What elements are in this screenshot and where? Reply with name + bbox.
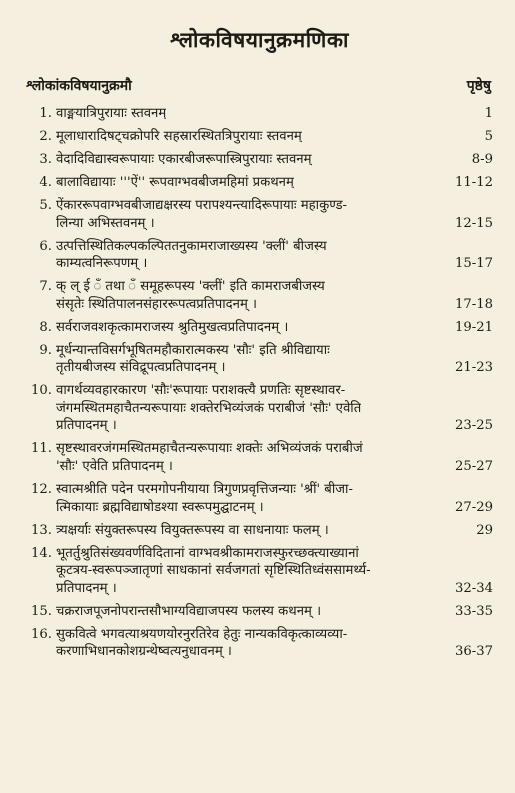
header-left-label: श्लोकांकविषयानुक्रमौ — [26, 78, 132, 94]
entry-line — [56, 197, 493, 215]
entry-body — [56, 603, 493, 621]
entry-text: संसृतेः स्थितिपालनसंहाररूपत्वप्रतिपादनम् । — [56, 296, 258, 312]
list-item — [26, 197, 493, 232]
entry-line — [56, 499, 493, 517]
list-item — [26, 342, 493, 377]
entry-line — [56, 417, 493, 435]
entry-line — [56, 522, 493, 540]
entry-line — [56, 319, 493, 337]
entry-body — [56, 342, 493, 377]
entry-line — [56, 105, 493, 123]
entry-text: तृतीयबीजस्य संविद्रूपत्वप्रतिपादनम् । — [56, 360, 226, 376]
entry-body — [56, 522, 493, 540]
entry-number: 5. — [39, 197, 52, 213]
list-item — [26, 545, 493, 598]
entry-body — [56, 151, 493, 169]
entry-text: क् ल् ई ँ तथा ँ समूहरूपस्य 'क्लीं' इति कामराजबीजस्य — [56, 279, 325, 295]
entry-line — [56, 643, 493, 661]
entry-pages: 33-35 — [454, 603, 493, 619]
entry-text: मूलाधारादिषट्चक्रोपरि सहस्रारस्थितत्रिपुरायाः स्तवनम् — [56, 128, 302, 144]
entry-number: 9. — [39, 342, 52, 358]
list-item — [26, 481, 493, 516]
entry-body — [56, 545, 493, 598]
entry-body — [56, 174, 493, 192]
list-item — [26, 151, 493, 169]
entry-text: लिन्या अभिस्तवनम् । — [56, 215, 155, 231]
entry-pages: 27-29 — [454, 499, 493, 515]
entry-text: चक्रराजपूजनोपरान्तसौभाग्यविद्याजपस्य फलस्य कथनम् । — [56, 603, 322, 619]
list-item — [26, 174, 493, 192]
header-pages-label: पृष्ठेषु — [466, 78, 491, 94]
entry-line — [56, 359, 493, 377]
entry-text: काम्यत्वनिरूपणम् । — [56, 256, 148, 272]
entry-number: 14. — [31, 545, 52, 561]
entry-line — [56, 603, 493, 621]
entry-number: 3. — [39, 151, 52, 167]
entry-number: 7. — [39, 279, 52, 295]
entry-text: त्मिकायाः ब्रह्मविद्याषोडश्या स्वरूपमुद्घाटनम् । — [56, 499, 264, 515]
entry-number: 8. — [39, 319, 52, 335]
list-item — [26, 626, 493, 661]
entry-line — [56, 255, 493, 273]
entry-line — [56, 128, 493, 146]
list-item — [26, 603, 493, 621]
entry-number: 13. — [31, 522, 52, 538]
entry-text: कूटत्रय-स्वरूपञ्जातृणां साधकानां सर्वजगतां सृष्टिस्थितिध्वंससामर्थ्य- — [56, 563, 371, 579]
entry-text: प्रतिपादनम् । — [56, 580, 117, 596]
entry-pages: 8-9 — [471, 151, 493, 167]
entry-body — [56, 128, 493, 146]
entry-line — [56, 151, 493, 169]
list-item — [26, 440, 493, 475]
entry-line — [56, 580, 493, 598]
entry-text: वाङ्मयात्रिपुरायाः स्तवनम् — [56, 106, 167, 121]
entry-pages: 36-37 — [454, 644, 493, 660]
entry-text: उत्पत्तिस्थितिकल्पकल्पिततनुकामराजाख्यस्य 'क्लीं' बीजस्य — [56, 238, 327, 254]
list-item — [26, 319, 493, 337]
entry-text: ऐंकाररूपवाग्भवबीजाद्यक्षरस्य परापश्यन्त्यादिरूपायाः महाकुण्ड- — [56, 197, 348, 213]
entry-pages: 15-17 — [454, 256, 493, 272]
entry-pages: 19-21 — [454, 319, 493, 335]
entry-number: 10. — [31, 383, 52, 399]
entry-number: 15. — [31, 603, 52, 619]
list-item — [26, 278, 493, 313]
entry-number: 11. — [31, 441, 52, 457]
entry-text: त्र्यक्षर्याः संयुक्तरूपस्य वियुक्तरूपस्य वा साधनायाः फलम् । — [56, 522, 329, 538]
entry-text: प्रतिपादनम् । — [56, 418, 117, 434]
entry-line — [56, 278, 493, 296]
entry-number: 16. — [31, 626, 52, 642]
entry-pages: 23-25 — [454, 418, 493, 434]
list-item — [26, 382, 493, 435]
entry-text: मूर्धन्यान्तविसर्गभूषितमहौकारात्मकस्य 'सौः' इति श्रीविद्यायाः — [56, 342, 330, 358]
entry-text: भूतर्तुश्रुतिसंख्यवर्णविदितानां वाग्भवश्रीकामराजस्फुरच्छक्त्याख्यानां — [56, 545, 359, 561]
entry-text: बालाविद्यायाः '''ऐं'' रूपवाग्भवबीजमहिमां प्रकथनम् — [56, 174, 294, 190]
entry-text: वागर्थव्यवहारकारण 'सौः'रूपायाः पराशक्त्यै प्रणतिः सृष्टस्थावर- — [56, 383, 346, 399]
entry-pages: 21-23 — [454, 360, 493, 376]
entry-pages: 12-15 — [454, 215, 493, 231]
entry-text: सृष्टस्थावरजंगमस्थितमहाचैतन्यरूपायाः शक्तेः अभिव्यंजकं पराबीजं — [56, 441, 363, 457]
table-header — [26, 76, 493, 95]
entry-line — [56, 342, 493, 360]
entry-line — [56, 545, 493, 563]
entry-line — [56, 238, 493, 256]
entry-body — [56, 197, 493, 232]
entry-body — [56, 626, 493, 661]
entry-pages: 5 — [484, 128, 493, 144]
list-item — [26, 128, 493, 146]
list-item — [26, 238, 493, 273]
entry-pages: 29 — [476, 522, 493, 538]
entry-line — [56, 382, 493, 400]
entry-line — [56, 174, 493, 192]
entry-body — [56, 481, 493, 516]
entry-body — [56, 440, 493, 475]
entry-text: सुकवित्वे भगवत्याश्रयणयोरनुरतिरेव हेतुः नान्यकविकृत्काव्यव्या- — [56, 626, 348, 642]
entry-line — [56, 296, 493, 314]
entry-text: सर्वराजवशकृत्कामराजस्य श्रुतिमुखत्वप्रतिपादनम् । — [56, 319, 289, 335]
entry-number: 6. — [39, 238, 52, 254]
entry-pages: 25-27 — [454, 459, 493, 474]
entry-body — [56, 278, 493, 313]
entry-line — [56, 440, 493, 458]
entry-text: जंगमस्थितमहाचैतन्यरूपायाः शक्तेरभिव्यंजकं पराबीजं 'सौः' एवेति — [56, 400, 362, 416]
entry-pages: 17-18 — [454, 296, 493, 312]
entry-line — [56, 215, 493, 233]
index-list — [26, 105, 493, 661]
entry-pages: 1 — [484, 106, 493, 121]
entry-line — [56, 458, 493, 476]
entry-body — [56, 382, 493, 435]
entry-text: 'सौः' एवेति प्रतिपादनम् । — [56, 459, 173, 474]
entry-line — [56, 626, 493, 644]
entry-body — [56, 238, 493, 273]
page-title: श्लोकविषयानुक्रमणिका — [170, 27, 349, 52]
entry-number: 2. — [39, 128, 52, 144]
list-item — [26, 105, 493, 123]
entry-body — [56, 319, 493, 337]
entry-number: 4. — [39, 174, 52, 190]
entry-line — [56, 400, 493, 418]
entry-pages: 11-12 — [454, 174, 493, 190]
entry-text: स्वात्मश्रीति पदेन परमगोपनीयाया त्रिगुणप्रवृत्तिजन्याः 'श्रीं' बीजा- — [56, 481, 353, 497]
entry-text: वेदादिविद्यास्वरूपायाः एकारबीजरूपास्त्रिपुरायाः स्तवनम् — [56, 151, 312, 167]
entry-line — [56, 481, 493, 499]
list-item — [26, 522, 493, 540]
entry-text: करणाभिधानकोशग्रन्थेष्वत्यनुधावनम् । — [56, 644, 232, 660]
entry-number: 12. — [31, 481, 52, 497]
entry-number: 1. — [39, 106, 52, 121]
entry-pages: 32-34 — [454, 580, 493, 596]
entry-body — [56, 105, 493, 123]
entry-line — [56, 562, 493, 580]
